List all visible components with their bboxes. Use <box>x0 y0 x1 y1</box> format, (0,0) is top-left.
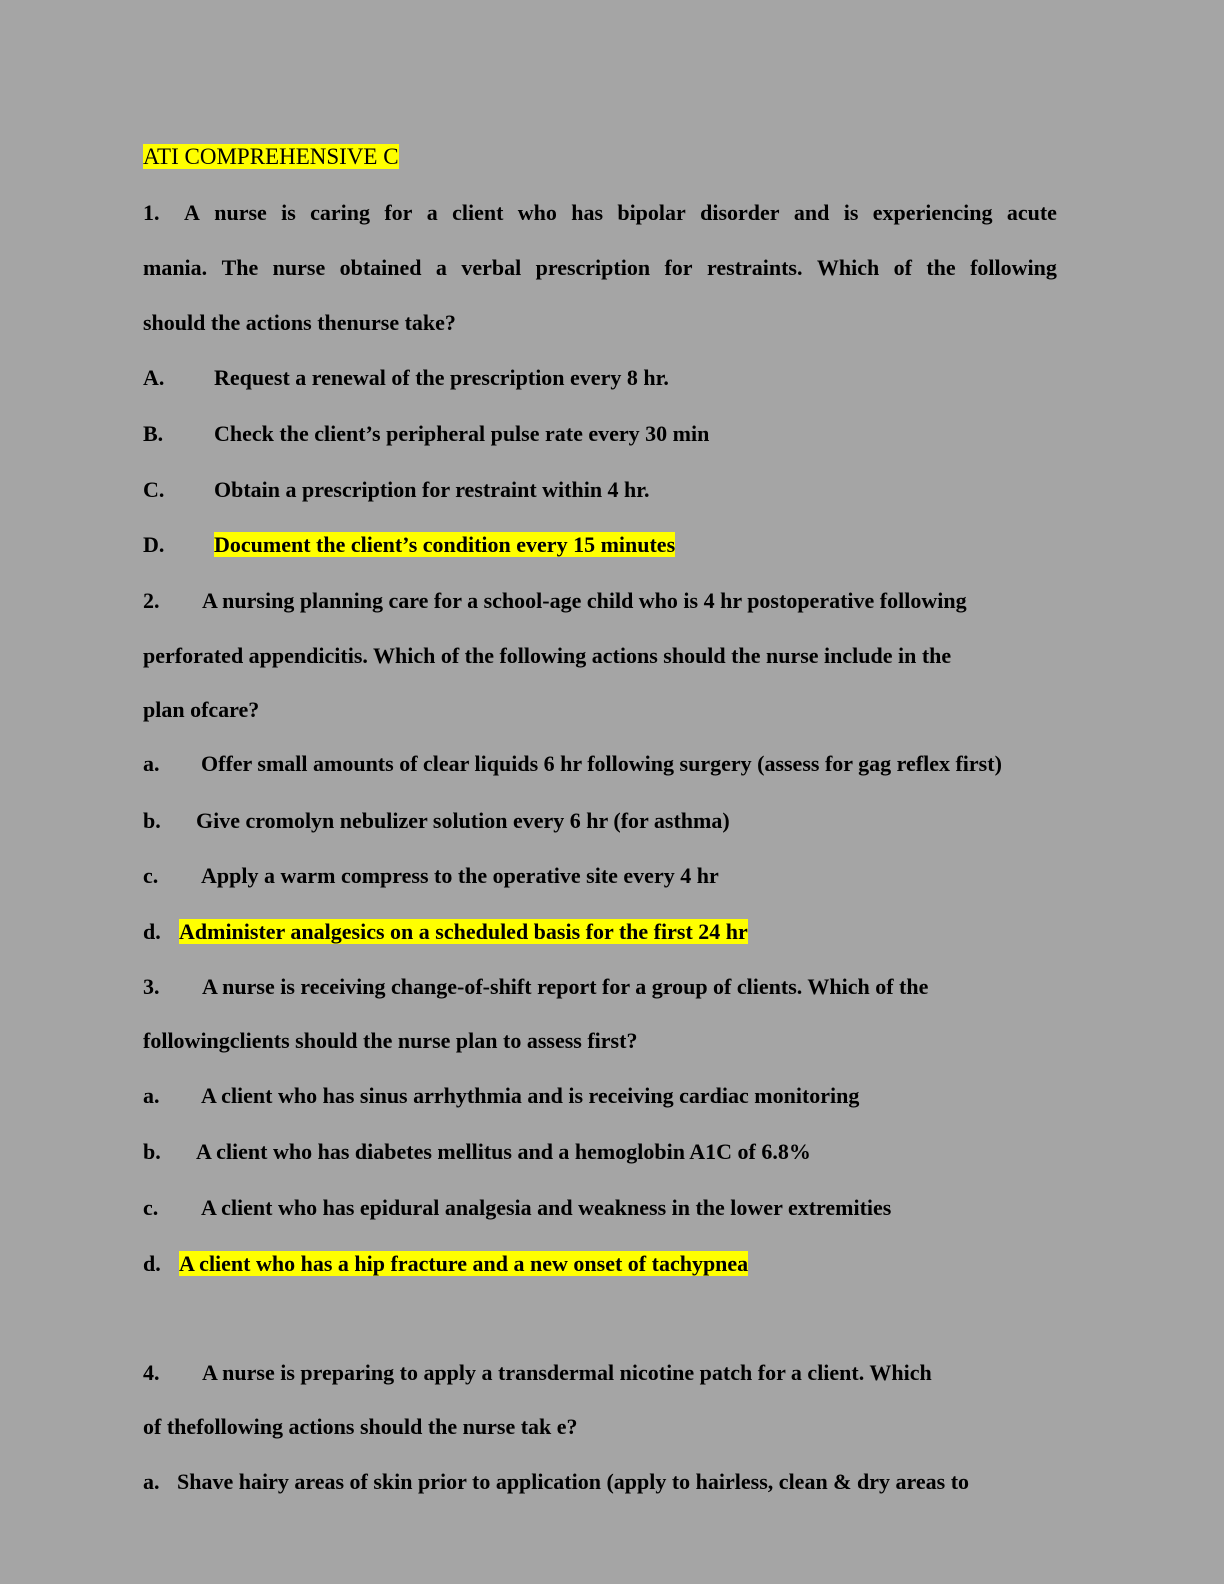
stem-word: obtained <box>339 255 422 280</box>
stem-word: The <box>221 255 259 280</box>
answer-highlight: Administer analgesics on a scheduled basis for the first 24 hr <box>179 919 748 944</box>
q4-option-a-label: a. <box>143 1469 160 1494</box>
q1-stem-line2 <box>143 255 1057 281</box>
q1-stem-line3: should the actions thenurse take? <box>143 310 456 335</box>
stem-word: for <box>384 200 413 225</box>
stem-word: a <box>435 255 447 280</box>
q3-option-c-label: c. <box>143 1195 159 1220</box>
q3-option-a-label: a. <box>143 1083 160 1108</box>
q1-option-b-text: Check the client’s peripheral pulse rate every 30 min <box>214 421 710 446</box>
stem-word: experiencing <box>872 200 993 225</box>
q2-stem-line2: perforated appendicitis. Which of the following actions should the nurse include in the <box>143 643 952 668</box>
q3-option-c-text: A client who has epidural analgesia and weakness in the lower extremities <box>201 1195 892 1220</box>
q1-option-c-label: C. <box>143 477 165 502</box>
q2-option-d-label: d. <box>143 919 161 944</box>
document-title <box>143 144 399 170</box>
stem-word: following <box>970 255 1057 280</box>
q1-option-b-label: B. <box>143 421 164 446</box>
q1-option-a-label: A. <box>143 365 165 390</box>
q3-number: 3. <box>143 974 160 999</box>
answer-highlight: A client who has a hip fracture and a new onset of tachypnea <box>179 1251 749 1276</box>
stem-word: prescription <box>535 255 651 280</box>
stem-word: acute <box>1006 200 1057 225</box>
q4-stem-line2: of thefollowing actions should the nurse tak e? <box>143 1414 578 1439</box>
q3-option-b-text: A client who has diabetes mellitus and a hemoglobin A1C of 6.8% <box>196 1139 811 1164</box>
q2-option-b-label: b. <box>143 808 161 833</box>
stem-word: restraints. <box>706 255 803 280</box>
stem-word: disorder <box>700 200 780 225</box>
q2-number: 2. <box>143 588 160 613</box>
q1-option-a-text: Request a renewal of the prescription every 8 hr. <box>214 365 669 390</box>
stem-word: caring <box>310 200 371 225</box>
stem-word: Which <box>816 255 880 280</box>
stem-word: of <box>893 255 912 280</box>
q3-option-a-text: A client who has sinus arrhythmia and is receiving cardiac monitoring <box>201 1083 860 1108</box>
stem-word: bipolar <box>617 200 686 225</box>
stem-word: A <box>184 200 200 225</box>
q3-stem-line2: followingclients should the nurse plan to assess first? <box>143 1028 638 1053</box>
answer-highlight: Document the client’s condition every 15 minutes <box>214 532 676 557</box>
q1-number: 1. <box>143 200 160 225</box>
q1-option-d-text <box>214 532 675 558</box>
stem-word: verbal <box>461 255 522 280</box>
stem-word: the <box>926 255 956 280</box>
q3-option-b-label: b. <box>143 1139 161 1164</box>
q4-stem-line1: A nurse is preparing to apply a transdermal nicotine patch for a client. Which <box>202 1360 932 1385</box>
stem-word: mania. <box>143 255 208 280</box>
q3-stem-line1: A nurse is receiving change-of-shift report for a group of clients. Which of the <box>202 974 929 999</box>
stem-word: a <box>426 200 438 225</box>
q2-stem-line1: A nursing planning care for a school-age child who is 4 hr postoperative following <box>202 588 967 613</box>
title-highlight: ATI COMPREHENSIVE C <box>143 144 399 169</box>
stem-word: who <box>517 200 557 225</box>
q1-option-d-label: D. <box>143 532 165 557</box>
q2-option-a-text: Offer small amounts of clear liquids 6 hr following surgery (assess for gag reflex first) <box>201 751 1002 776</box>
stem-word: nurse <box>272 255 326 280</box>
q2-option-c-text: Apply a warm compress to the operative site every 4 hr <box>201 863 719 888</box>
stem-word: and <box>793 200 830 225</box>
stem-word: is <box>281 200 296 225</box>
q2-option-a-label: a. <box>143 751 160 776</box>
q4-option-a-text: Shave hairy areas of skin prior to application (apply to hairless, clean & dry areas to <box>177 1469 970 1494</box>
stem-word: has <box>571 200 603 225</box>
q3-option-d-text <box>179 1251 748 1277</box>
stem-word: is <box>843 200 859 225</box>
q2-option-d-text <box>179 919 748 945</box>
q3-option-d-label: d. <box>143 1251 161 1276</box>
stem-word: for <box>664 255 693 280</box>
q1-stem-line1 <box>184 200 1057 226</box>
q2-stem-line3: plan ofcare? <box>143 697 260 722</box>
stem-word: client <box>452 200 504 225</box>
q1-option-c-text: Obtain a prescription for restraint within 4 hr. <box>214 477 650 502</box>
q2-option-c-label: c. <box>143 863 159 888</box>
q4-number: 4. <box>143 1360 160 1385</box>
stem-word: nurse <box>214 200 267 225</box>
q2-option-b-text: Give cromolyn nebulizer solution every 6 hr (for asthma) <box>196 808 730 833</box>
